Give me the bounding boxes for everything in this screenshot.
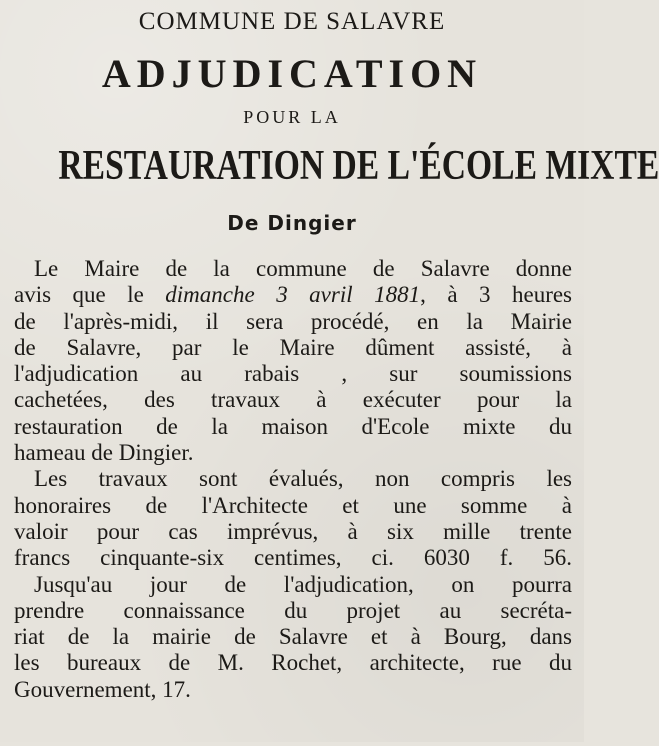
paragraph3-line3: riat de la mairie de Salavre et à Bourg, dans <box>14 624 572 650</box>
paragraph1-line2-start: avis que le <box>14 282 166 308</box>
restauration-heading: RESTAURATION DE L'ÉCOLE MIXTE <box>58 143 659 189</box>
auction-date: dimanche 3 avril 1881 <box>165 282 421 308</box>
paragraph2-line3: valoir pour cas imprévus, à six mille trente <box>14 518 572 544</box>
paragraph3-line1: Jusqu'au jour de l'adjudication, on pourra <box>34 571 572 597</box>
paragraph1-line1: Le Maire de la commune de Salavre donne <box>34 256 572 281</box>
place-heading: De Dingier <box>227 211 357 235</box>
paragraph1-line3: de l'après-midi, il sera procédé, en la Mairie <box>14 308 572 334</box>
paragraph3-line5: Gouvernement, 17. <box>14 676 191 702</box>
paragraph1-line2-end: , à 3 heures <box>420 282 573 308</box>
paragraph1-line5: l'adjudication au rabais , sur soumissions <box>14 361 572 387</box>
commune-heading: COMMUNE DE SALAVRE <box>138 8 446 35</box>
paragraph2-line2: honoraires de l'Architecte et une somme à <box>14 492 572 518</box>
paragraph3-line4: les bureaux de M. Rochet, architecte, rue du <box>14 650 572 676</box>
pour-la-subheading: POUR LA <box>243 107 341 127</box>
adjudication-title: ADJUDICATION <box>101 51 483 96</box>
paragraph1-line6: cachetées, des travaux à exécuter pour la <box>14 387 572 413</box>
paragraph1-line7: restauration de la maison d'Ecole mixte du <box>14 413 572 439</box>
paragraph2-line4: francs cinquante-six centimes, ci. 6030 f. 56. <box>14 545 572 571</box>
paragraph1-line8: hameau de Dingier. <box>14 440 194 466</box>
paragraph1-line2 <box>14 282 572 308</box>
paragraph2-line1: Les travaux sont évalués, non compris les <box>34 466 572 492</box>
paragraph1-line4: de Salavre, par le Maire dûment assisté, à <box>14 334 572 360</box>
cut-off-next-line <box>28 732 568 746</box>
notice-body <box>14 256 572 703</box>
paragraph3-line2: prendre connaissance du projet au secréta- <box>14 597 572 623</box>
